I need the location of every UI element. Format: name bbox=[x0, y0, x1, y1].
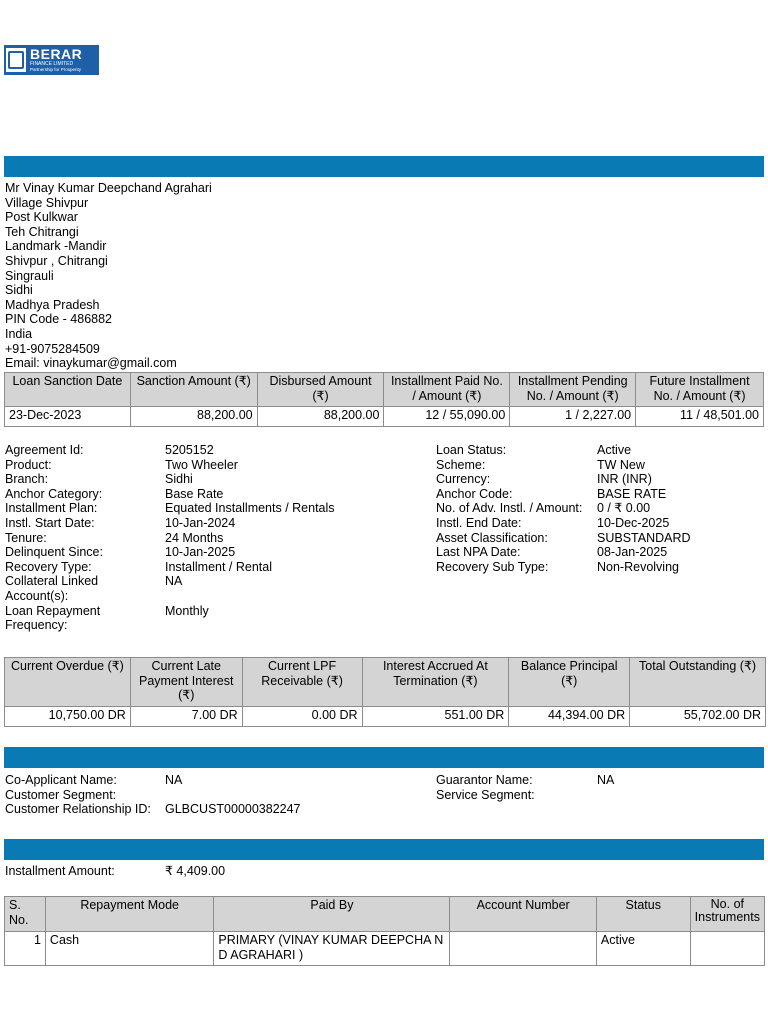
table-cell bbox=[690, 932, 764, 966]
repayment-table bbox=[4, 896, 765, 966]
address-line: Madhya Pradesh bbox=[5, 297, 100, 312]
detail-label: Anchor Category: bbox=[5, 486, 103, 501]
column-header: Balance Principal (₹) bbox=[509, 658, 630, 707]
detail-value: Installment / Rental bbox=[165, 559, 272, 574]
table-cell: 1 / 2,227.00 bbox=[510, 407, 636, 427]
overdue-table bbox=[4, 657, 766, 727]
detail-value: Active bbox=[597, 443, 632, 457]
table-cell: 55,702.00 DR bbox=[630, 707, 766, 727]
detail-value: 10-Jan-2025 bbox=[165, 545, 236, 560]
detail-value: SUBSTANDARD bbox=[597, 530, 691, 545]
detail-value: BASE RATE bbox=[597, 486, 667, 501]
detail-label: Recovery Type: bbox=[5, 559, 92, 574]
detail-value: ₹ 4,409.00 bbox=[165, 864, 226, 878]
address-line: Village Shivpur bbox=[5, 195, 89, 210]
detail-value: 10-Dec-2025 bbox=[597, 516, 670, 530]
logo-subname: FINANCE LIMITED bbox=[30, 61, 74, 68]
detail-label: Guarantor Name: bbox=[436, 773, 533, 787]
detail-value: Monthly bbox=[165, 603, 209, 618]
column-header: Repayment Mode bbox=[45, 897, 214, 932]
column-header: Status bbox=[596, 897, 690, 932]
section-bar-customer bbox=[4, 156, 764, 177]
table-cell: Cash bbox=[45, 932, 214, 966]
column-header: Future Installment No. / Amount (₹) bbox=[636, 373, 764, 407]
loan-details-left bbox=[5, 443, 425, 633]
column-header: Installment Paid No. / Amount (₹) bbox=[384, 373, 510, 407]
table-cell: 44,394.00 DR bbox=[509, 707, 630, 727]
address-line: Email: vinaykumar@gmail.com bbox=[5, 356, 177, 371]
detail-label: Anchor Code: bbox=[436, 486, 513, 501]
detail-value: NA bbox=[165, 574, 183, 589]
table-header-row bbox=[5, 658, 766, 707]
detail-label: Loan Repayment Frequency: bbox=[5, 603, 101, 633]
detail-label: Last NPA Date: bbox=[436, 545, 521, 560]
table-cell: 23-Dec-2023 bbox=[5, 407, 131, 427]
detail-value: TW New bbox=[597, 457, 645, 472]
company-logo bbox=[4, 45, 99, 75]
column-header: Current Late Payment Interest (₹) bbox=[130, 658, 242, 707]
table-row bbox=[5, 707, 766, 727]
address-line: Landmark -Mandir bbox=[5, 239, 107, 254]
detail-value: Two Wheeler bbox=[165, 457, 238, 472]
applicant-details-right bbox=[436, 773, 764, 803]
section-bar-applicant bbox=[4, 747, 764, 768]
table-cell: Active bbox=[596, 932, 690, 966]
column-header: Sanction Amount (₹) bbox=[130, 373, 257, 407]
loan-summary-table bbox=[4, 372, 764, 427]
detail-label: Scheme: bbox=[436, 457, 486, 472]
detail-label: Agreement Id: bbox=[5, 443, 84, 457]
address-line: Shivpur , Chitrangi bbox=[5, 253, 108, 268]
table-row bbox=[5, 932, 765, 966]
detail-value: 08-Jan-2025 bbox=[597, 545, 668, 560]
detail-value: Equated Installments / Rentals bbox=[165, 501, 335, 516]
table-cell: 551.00 DR bbox=[362, 707, 509, 727]
detail-label: Instl. End Date: bbox=[436, 516, 522, 530]
address-line: Post Kulkwar bbox=[5, 210, 78, 225]
column-header: Total Outstanding (₹) bbox=[630, 658, 766, 707]
logo-name: BERAR bbox=[30, 46, 83, 63]
detail-label: Loan Status: bbox=[436, 443, 507, 457]
detail-value: GLBCUST00000382247 bbox=[165, 802, 301, 817]
detail-label: Co-Applicant Name: bbox=[5, 773, 117, 787]
detail-label: Asset Classification: bbox=[436, 530, 548, 545]
address-line: Singrauli bbox=[5, 268, 54, 283]
address-line: PIN Code - 486882 bbox=[5, 312, 113, 327]
detail-label: Recovery Sub Type: bbox=[436, 559, 549, 574]
detail-value: 10-Jan-2024 bbox=[165, 516, 236, 530]
table-cell: 11 / 48,501.00 bbox=[636, 407, 764, 427]
detail-label: Delinquent Since: bbox=[5, 545, 103, 560]
column-header: Current LPF Receivable (₹) bbox=[242, 658, 362, 707]
detail-label: Instl. Start Date: bbox=[5, 516, 95, 530]
address-line: India bbox=[5, 326, 33, 341]
column-header: Installment Pending No. / Amount (₹) bbox=[510, 373, 636, 407]
detail-label: Branch: bbox=[5, 472, 49, 487]
detail-label: No. of Adv. Instl. / Amount: bbox=[436, 501, 583, 516]
address-line: Mr Vinay Kumar Deepchand Agrahari bbox=[5, 181, 212, 195]
detail-value: 5205152 bbox=[165, 443, 214, 457]
detail-value: NA bbox=[165, 773, 183, 787]
detail-value: Sidhi bbox=[165, 472, 193, 487]
loan-details-right bbox=[436, 443, 764, 583]
column-header: Loan Sanction Date bbox=[5, 373, 131, 407]
column-header: Current Overdue (₹) bbox=[5, 658, 131, 707]
detail-label: Installment Plan: bbox=[5, 501, 98, 516]
table-cell: 88,200.00 bbox=[130, 407, 257, 427]
table-header-row bbox=[5, 897, 765, 932]
detail-value: INR (INR) bbox=[597, 472, 652, 487]
column-header: S. No. bbox=[5, 897, 46, 932]
detail-value: Non-Revolving bbox=[597, 559, 679, 574]
installment-amount bbox=[5, 864, 425, 880]
table-cell: 10,750.00 DR bbox=[5, 707, 131, 727]
address-line: Teh Chitrangi bbox=[5, 224, 79, 239]
customer-address bbox=[5, 181, 212, 371]
table-row bbox=[5, 407, 764, 427]
table-cell: 0.00 DR bbox=[242, 707, 362, 727]
detail-label: Currency: bbox=[436, 472, 491, 487]
address-line: +91-9075284509 bbox=[5, 341, 100, 356]
table-cell: 88,200.00 bbox=[257, 407, 384, 427]
table-header-row bbox=[5, 373, 764, 407]
column-header: No. of Instruments bbox=[690, 897, 764, 932]
table-cell: PRIMARY (VINAY KUMAR DEEPCHA ND AGRAHARI ) bbox=[214, 932, 450, 966]
detail-value: NA bbox=[597, 773, 615, 787]
detail-label: Customer Segment: bbox=[5, 787, 117, 802]
logo-emblem-icon bbox=[6, 48, 26, 72]
section-bar-repayment bbox=[4, 839, 764, 860]
table-cell bbox=[450, 932, 597, 966]
detail-value: 24 Months bbox=[165, 530, 224, 545]
logo-tagline: Partnership for Prosperity bbox=[30, 67, 82, 73]
column-header: Interest Accrued At Termination (₹) bbox=[362, 658, 509, 707]
address-line: Sidhi bbox=[5, 283, 33, 298]
applicant-details-left bbox=[5, 773, 425, 818]
detail-label: Installment Amount: bbox=[5, 864, 115, 878]
column-header: Paid By bbox=[214, 897, 450, 932]
detail-label: Customer Relationship ID: bbox=[5, 802, 151, 817]
column-header: Account Number bbox=[450, 897, 597, 932]
table-cell: 7.00 DR bbox=[130, 707, 242, 727]
detail-label: Collateral Linked Account(s): bbox=[5, 574, 99, 603]
detail-value: 0 / ₹ 0.00 bbox=[597, 501, 651, 516]
detail-label: Product: bbox=[5, 457, 52, 472]
table-cell: 1 bbox=[5, 932, 46, 966]
detail-label: Service Segment: bbox=[436, 787, 535, 802]
detail-value: Base Rate bbox=[165, 486, 224, 501]
table-cell: 12 / 55,090.00 bbox=[384, 407, 510, 427]
detail-label: Tenure: bbox=[5, 530, 47, 545]
column-header: Disbursed Amount (₹) bbox=[257, 373, 384, 407]
